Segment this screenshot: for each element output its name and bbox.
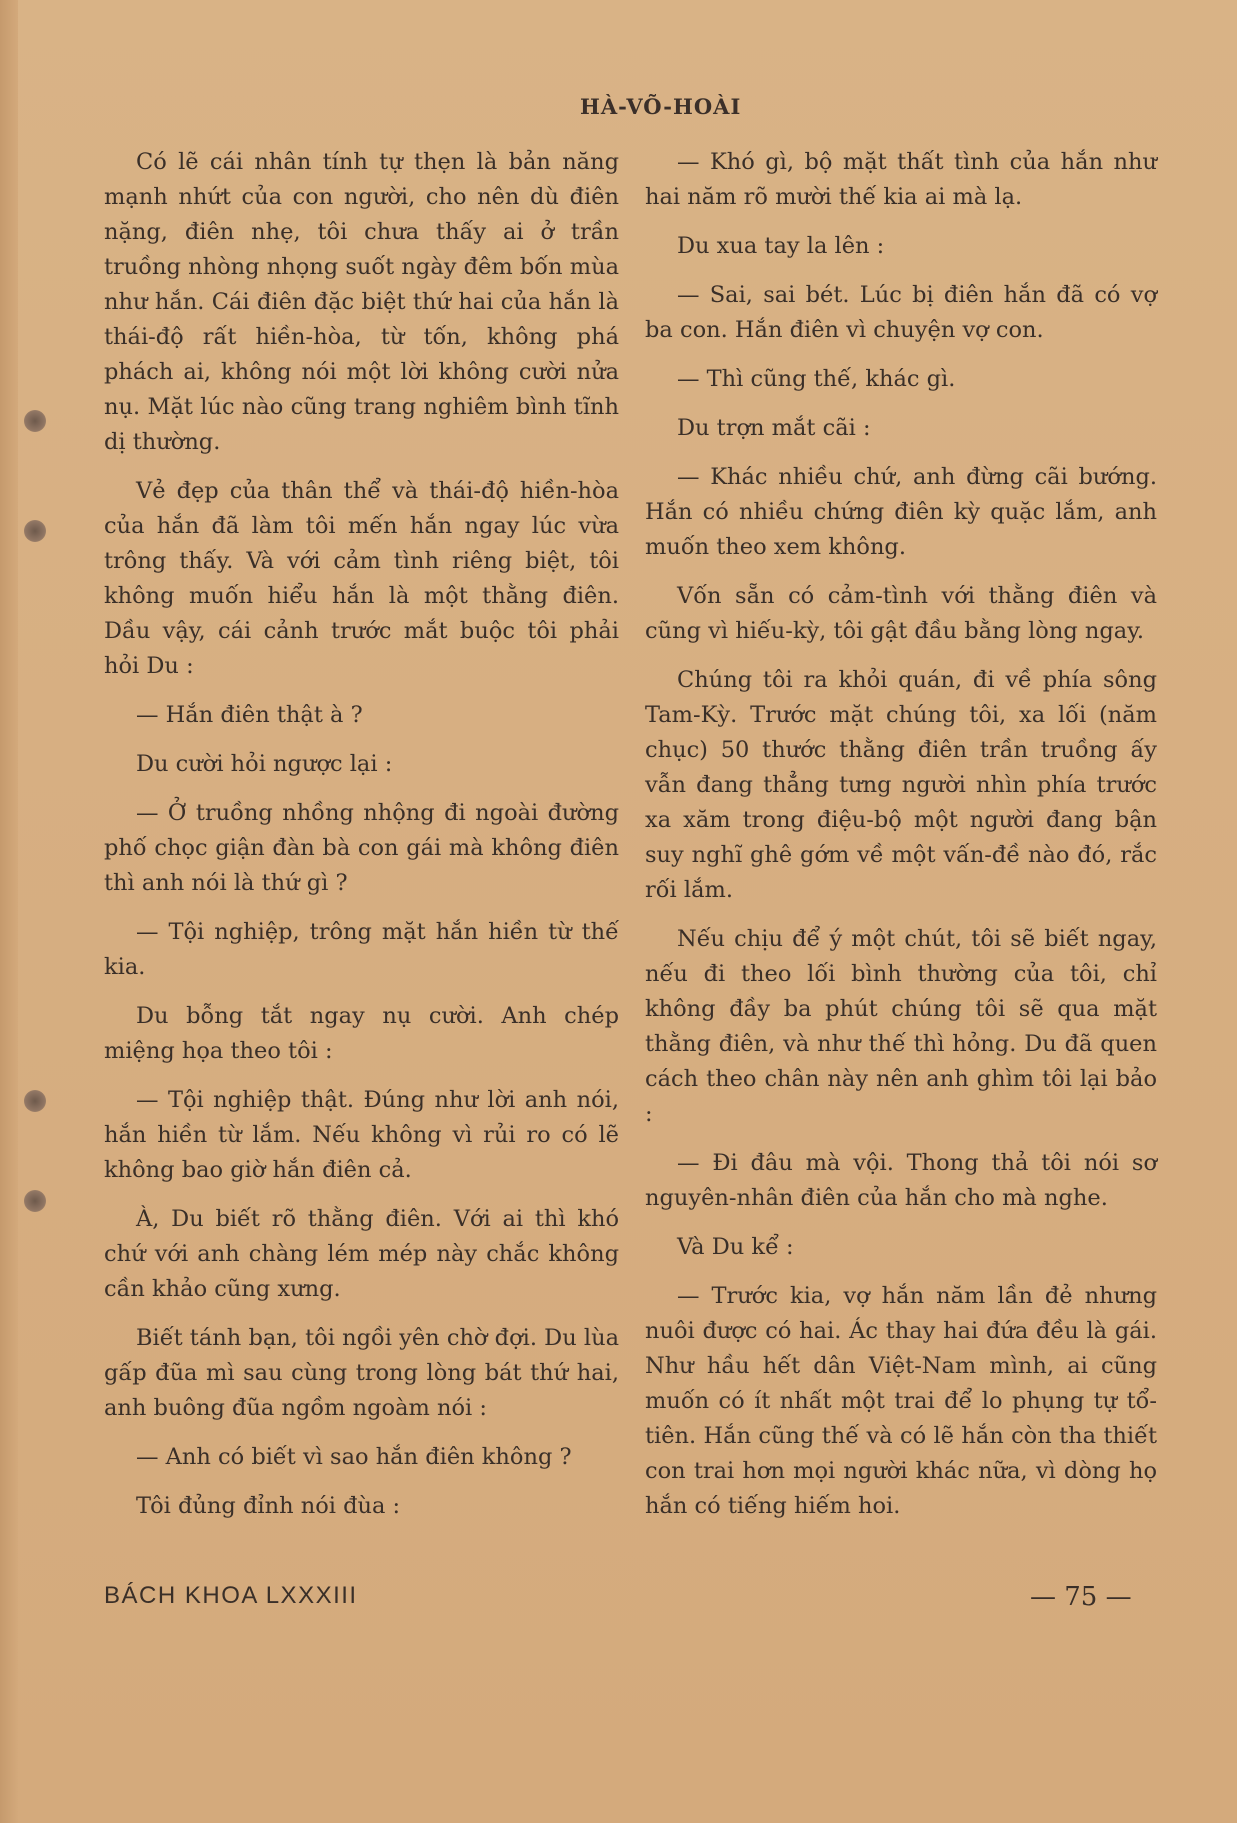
- paragraph: Du trợn mắt cãi :: [677, 415, 871, 441]
- paragraph: Biết tánh bạn, tôi ngồi yên chờ đợi. Du lùa gấp đũa mì sau cùng trong lòng bát thứ hai, anh buông đũa ngồm ngoàm nói :: [104, 1325, 619, 1421]
- left-column: [104, 145, 619, 1538]
- paragraph: — Tội nghiệp, trông mặt hắn hiền từ thế kia.: [104, 919, 619, 980]
- paragraph: Vẻ đẹp của thân thể và thái-độ hiền-hòa của hắn đã làm tôi mến hắn ngay lúc vừa trông thấy. Và với cảm tình riêng biệt, tôi không muốn hiểu hắn là một thằng điên. Dầu vậy, cái cảnh trước mắt buộc tôi phải hỏi Du :: [104, 478, 619, 679]
- paragraph: — Tội nghiệp thật. Đúng như lời anh nói, hắn hiền từ lắm. Nếu không vì rủi ro có lẽ không bao giờ hắn điên cả.: [104, 1087, 619, 1183]
- paragraph: Nếu chịu để ý một chút, tôi sẽ biết ngay, nếu đi theo lối bình thường của tôi, chỉ không đầy ba phút chúng tôi sẽ qua mặt thằng điên, và như thế thì hỏng. Du đã quen cách theo chân này nên anh ghìm tôi lại bảo :: [645, 926, 1157, 1127]
- paragraph: — Đi đâu mà vội. Thong thả tôi nói sơ nguyên-nhân điên của hắn cho mà nghe.: [645, 1150, 1157, 1211]
- paragraph: Du xua tay la lên :: [677, 233, 885, 259]
- paragraph: Chúng tôi ra khỏi quán, đi về phía sông Tam-Kỳ. Trước mặt chúng tôi, xa lối (năm chục) 50 thước thằng điên trần truồng ấy vẫn đang thẳng tưng người nhìn phía trước xa xăm trong điệu-bộ một người đang bận suy nghĩ ghê gớm về một vấn-đề nào đó, rắc rối lắm.: [645, 667, 1157, 903]
- right-column: [645, 145, 1157, 1538]
- paragraph: Du bỗng tắt ngay nụ cười. Anh chép miệng họa theo tôi :: [104, 1003, 619, 1064]
- paragraph: Vốn sẵn có cảm-tình với thằng điên và cũng vì hiếu-kỳ, tôi gật đầu bằng lòng ngay.: [645, 583, 1157, 644]
- paragraph: — Ở truồng nhồng nhộng đi ngoài đường phố chọc giận đàn bà con gái mà không điên thì anh nói là thứ gì ?: [104, 800, 619, 896]
- binding-hole: [24, 520, 46, 542]
- running-header: HÀ-VÕ-HOÀI: [580, 94, 742, 119]
- page-edge: [0, 0, 18, 1823]
- paragraph: Tôi đủng đỉnh nói đùa :: [136, 1493, 401, 1519]
- paragraph: — Khó gì, bộ mặt thất tình của hắn như hai năm rõ mười thế kia ai mà lạ.: [645, 149, 1157, 210]
- paragraph: — Thì cũng thế, khác gì.: [677, 366, 956, 392]
- paragraph: — Trước kia, vợ hắn năm lần đẻ nhưng nuôi được có hai. Ác thay hai đứa đều là gái. Như hầu hết dân Việt-Nam mình, ai cũng muốn có ít nhất một trai để lo phụng tự tổ-tiên. Hắn cũng thế và có lẽ hắn còn tha thiết con trai hơn mọi người khác nữa, vì dòng họ hắn có tiếng hiếm hoi.: [645, 1283, 1157, 1519]
- paragraph: Và Du kể :: [677, 1234, 794, 1260]
- paragraph: À, Du biết rõ thằng điên. Với ai thì khó chứ với anh chàng lém mép này chắc không cần khảo cũng xưng.: [104, 1206, 619, 1302]
- paragraph: — Khác nhiều chứ, anh đừng cãi bướng. Hắn có nhiều chứng điên kỳ quặc lắm, anh muốn theo xem không.: [645, 464, 1157, 560]
- binding-hole: [24, 1090, 46, 1112]
- paragraph: — Hắn điên thật à ?: [136, 702, 363, 728]
- binding-hole: [24, 1190, 46, 1212]
- paragraph: — Anh có biết vì sao hắn điên không ?: [136, 1444, 572, 1470]
- paragraph: Có lẽ cái nhân tính tự thẹn là bản năng mạnh nhứt của con người, cho nên dù điên nặng, điên nhẹ, tôi chưa thấy ai ở trần truồng nhòng nhọng suốt ngày đêm bốn mùa như hắn. Cái điên đặc biệt thứ hai của hắn là thái-độ rất hiền-hòa, từ tốn, không phá phách ai, không nói một lời không cười nửa nụ. Mặt lúc nào cũng trang nghiêm bình tĩnh dị thường.: [104, 149, 619, 455]
- paragraph: Du cười hỏi ngược lại :: [136, 751, 393, 777]
- page-number: — 75 —: [1030, 1582, 1132, 1612]
- paragraph: — Sai, sai bét. Lúc bị điên hắn đã có vợ ba con. Hắn điên vì chuyện vợ con.: [645, 282, 1157, 343]
- magazine-title: BÁCH KHOA LXXXIII: [104, 1582, 358, 1609]
- binding-hole: [24, 410, 46, 432]
